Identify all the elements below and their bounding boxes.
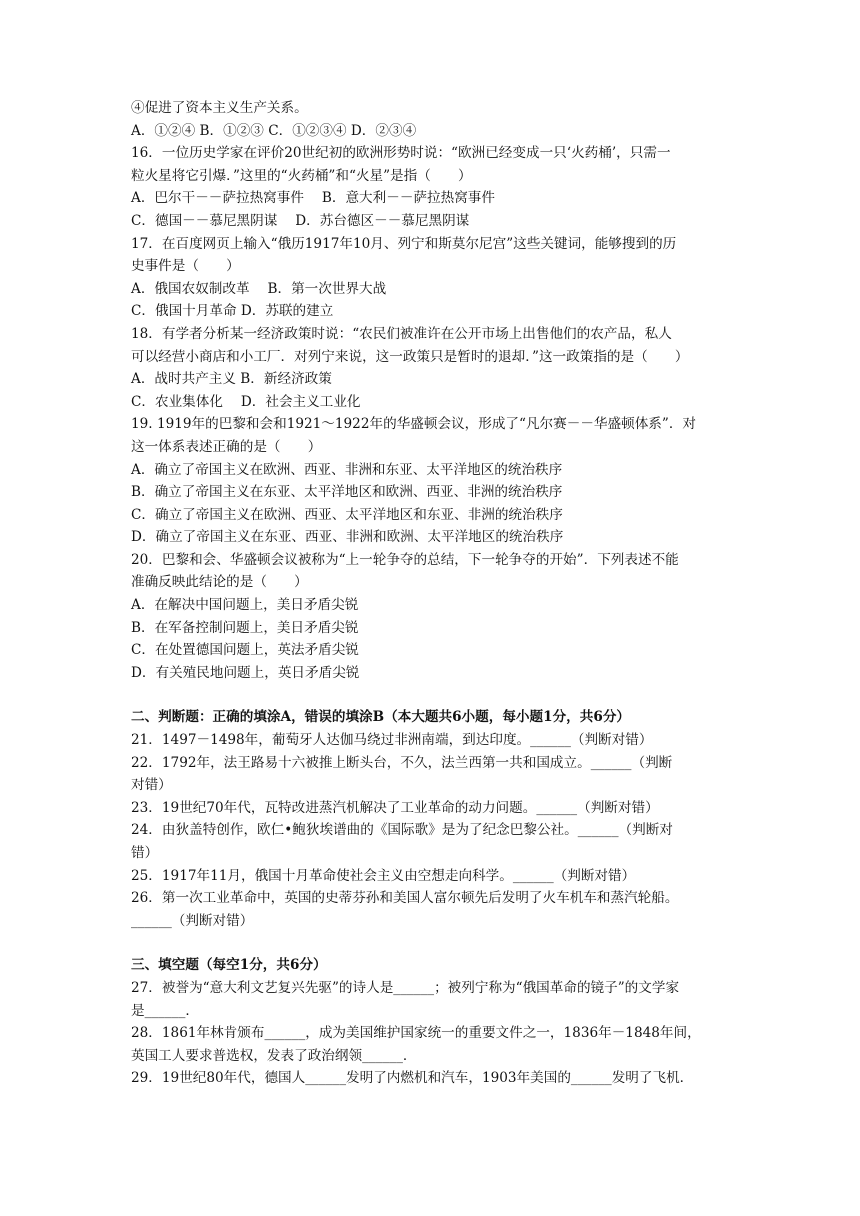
question-line: 23．19世纪70年代，瓦特改进蒸汽机解决了工业革命的动力问题。______（判断对错） [131, 799, 659, 816]
question-line: 21．1497－1498年，葡萄牙人达伽马绕过非洲南端，到达印度。______（判断对错） [131, 732, 653, 749]
question-stem: 17．在百度网页上输入“俄历1917年10月、列宁和斯莫尔尼宫”这些关键词，能够搜到的历 [131, 235, 677, 252]
question-stem: 20．巴黎和会、华盛顿会议被称为“上一轮争夺的总结，下一轮争夺的开始”．下列表述不能 [131, 551, 679, 568]
option-line: C．确立了帝国主义在欧洲、西亚、太平洋地区和东亚、非洲的统治秩序 [131, 506, 563, 523]
question-line: 27．被誉为“意大利文艺复兴先驱”的诗人是______；被列宁称为“俄国革命的镜子”的文学家 [131, 979, 680, 996]
question-line: 25．1917年11月，俄国十月革命使社会主义由空想走向科学。______（判断对错） [131, 867, 636, 884]
question-stem: 18．有学者分析某一经济政策时说：“农民们被准许在公开市场上出售他们的农产品，私人 [131, 325, 672, 342]
option-line: D．有关殖民地问题上，英日矛盾尖锐 [131, 664, 360, 681]
option-line: A．巴尔干－－萨拉热窝事件 B．意大利－－萨拉热窝事件 [131, 190, 495, 207]
option-line: A．在解决中国问题上，美日矛盾尖锐 [131, 597, 359, 614]
option-line: C．德国－－慕尼黑阴谋 D．苏台德区－－慕尼黑阴谋 [131, 212, 470, 229]
question-line: 对错） [131, 777, 172, 794]
question-stem: 准确反映此结论的是（ ） [131, 574, 308, 591]
question-line: 22．1792年，法王路易十六被推上断头台，不久，法兰西第一共和国成立。______（判断 [131, 754, 673, 771]
section-true-false [131, 706, 760, 932]
question-line: 28．1861年林肯颁布______，成为美国维护国家统一的重要文件之一，1836年－1848年间， [131, 1025, 701, 1042]
question-line: 29．19世纪80年代，德国人______发明了内燃机和汽车，1903年美国的______发明了飞机． [131, 1070, 694, 1087]
option-line: A．确立了帝国主义在欧洲、西亚、非洲和东亚、太平洋地区的统治秩序 [131, 461, 563, 478]
question-line: 26．第一次工业革命中，英国的史蒂芬孙和美国人富尔顿先后发明了火车机车和蒸汽轮船。 [131, 890, 679, 907]
question-stem: 可以经营小商店和小工厂．对列宁来说，这一政策只是暂时的退却．”这一政策指的是（ ） [131, 348, 689, 365]
question-20 [131, 549, 760, 685]
intro-line: ④促进了资本主义生产关系。 [131, 100, 308, 116]
option-line: C．俄国十月革命 D．苏联的建立 [131, 303, 334, 320]
section-title: 二、判断题：正确的填涂A，错误的填涂B（本大题共6小题，每小题1分，共6分） [131, 709, 631, 726]
option-line: B．在军备控制问题上，美日矛盾尖锐 [131, 619, 359, 636]
section-spacer [131, 684, 760, 706]
option-line: D．确立了帝国主义在东亚、西亚、非洲和欧洲、太平洋地区的统治秩序 [131, 529, 564, 546]
option-line: B．确立了帝国主义在东亚、太平洋地区和欧洲、西亚、非洲的统治秩序 [131, 484, 563, 501]
question-stem: 16．一位历史学家在评价20世纪初的欧洲形势时说：“欧洲已经变成一只‘火药桶’，只需一 [131, 145, 671, 162]
question-line: ______（判断对错） [131, 912, 254, 929]
question-stem: 史事件是（ ） [131, 258, 240, 275]
option-line: A．战时共产主义 B．新经济政策 [131, 371, 332, 388]
question-line: 是______． [131, 1002, 199, 1019]
question-stem: 粒火星将它引爆．”这里的“火药桶”和“火星”是指（ ） [131, 167, 472, 184]
question-line: 英国工人要求普选权，发表了政治纲领______． [131, 1047, 417, 1064]
question-16 [131, 142, 760, 232]
question-19 [131, 413, 760, 549]
question-line: 24．由狄盖特创作，欧仁•鲍狄埃谱曲的《国际歌》是为了纪念巴黎公社。______（判断对 [131, 822, 673, 839]
section-spacer [131, 932, 760, 954]
option-line: C．在处置德国问题上，英法矛盾尖锐 [131, 642, 359, 659]
question-stem: 19. 1919年的巴黎和会和1921～1922年的华盛顿会议，形成了“凡尔赛－－华盛顿体系”．对 [131, 416, 697, 433]
option-line: C．农业集体化 D．社会主义工业化 [131, 393, 361, 410]
question-line: 错） [131, 845, 159, 861]
intro-options: A．①②④ B．①②③ C．①②③④ D．②③④ [131, 122, 417, 139]
question-stem: 这一体系表述正确的是（ ） [131, 438, 322, 455]
section-title: 三、填空题（每空1分，共6分） [131, 957, 327, 974]
question-17 [131, 233, 760, 323]
option-line: A．俄国农奴制改革 B．第一次世界大战 [131, 280, 387, 297]
section-fill-blank [131, 954, 760, 1090]
question-18 [131, 323, 760, 413]
